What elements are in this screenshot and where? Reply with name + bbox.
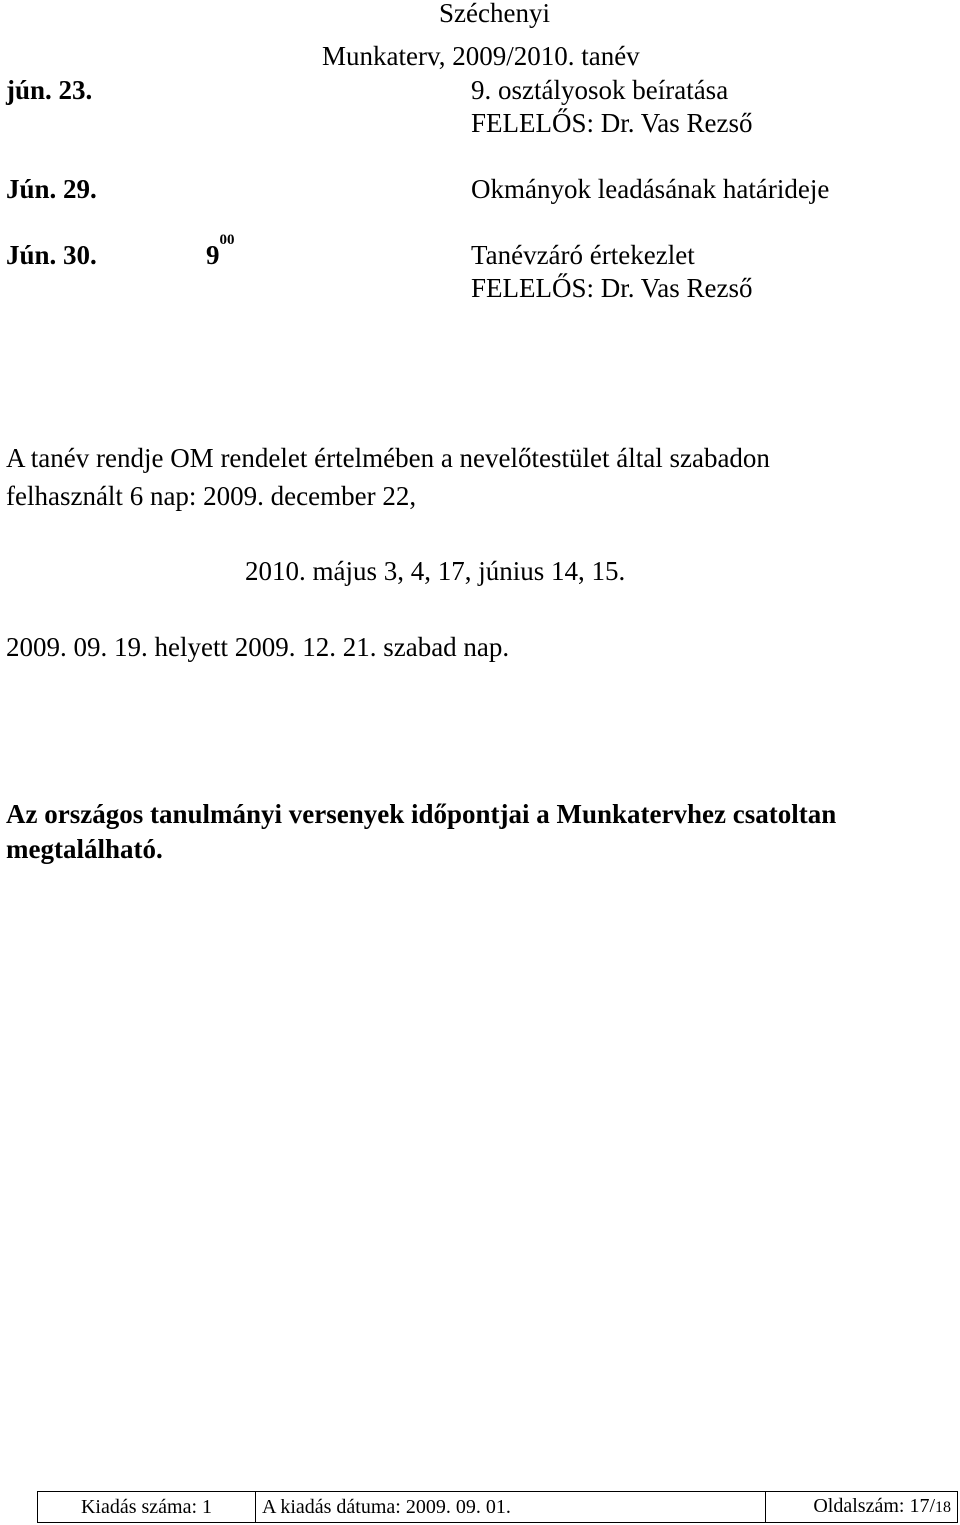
issue-number: Kiadás száma: 1 [38, 1492, 256, 1523]
page-number-main: Oldalszám: 17/ [813, 1495, 935, 1517]
event-description: Okmányok leadásának határideje [471, 174, 830, 204]
event-responsible: FELELŐS: Dr. Vas Rezső [471, 273, 753, 303]
event-date: Jún. 30. [6, 240, 97, 270]
header-title: Munkaterv, 2009/2010. tanév [322, 41, 640, 71]
event-time [206, 232, 235, 271]
event-responsible: FELELŐS: Dr. Vas Rezső [471, 108, 753, 138]
competition-note-line: Az országos tanulmányi versenyek időpontjai a Munkatervhez csatoltan [6, 799, 837, 829]
event-description: 9. osztályosok beíratása [471, 75, 729, 105]
event-time-minutes: 00 [219, 232, 235, 248]
competition-note-line: megtalálható. [6, 834, 163, 864]
page-number-total: 18 [935, 1499, 951, 1516]
school-year-paragraph-line: felhasznált 6 nap: 2009. december 22, [6, 481, 417, 511]
page-number [766, 1492, 958, 1523]
school-year-paragraph-line: A tanév rendje OM rendelet értelmében a nevelőtestület által szabadon [6, 443, 770, 473]
school-year-paragraph-line: 2010. május 3, 4, 17, június 14, 15. [245, 556, 626, 586]
event-date: Jún. 29. [6, 174, 97, 204]
substitution-note: 2009. 09. 19. helyett 2009. 12. 21. szabad nap. [6, 632, 510, 662]
event-description: Tanévzáró értekezlet [471, 240, 695, 270]
event-time-hour: 9 [206, 240, 220, 270]
issue-date: A kiadás dátuma: 2009. 09. 01. [256, 1492, 766, 1523]
header-school: Széchenyi [439, 0, 550, 28]
event-date: jún. 23. [6, 75, 93, 105]
document-footer [37, 1491, 958, 1523]
